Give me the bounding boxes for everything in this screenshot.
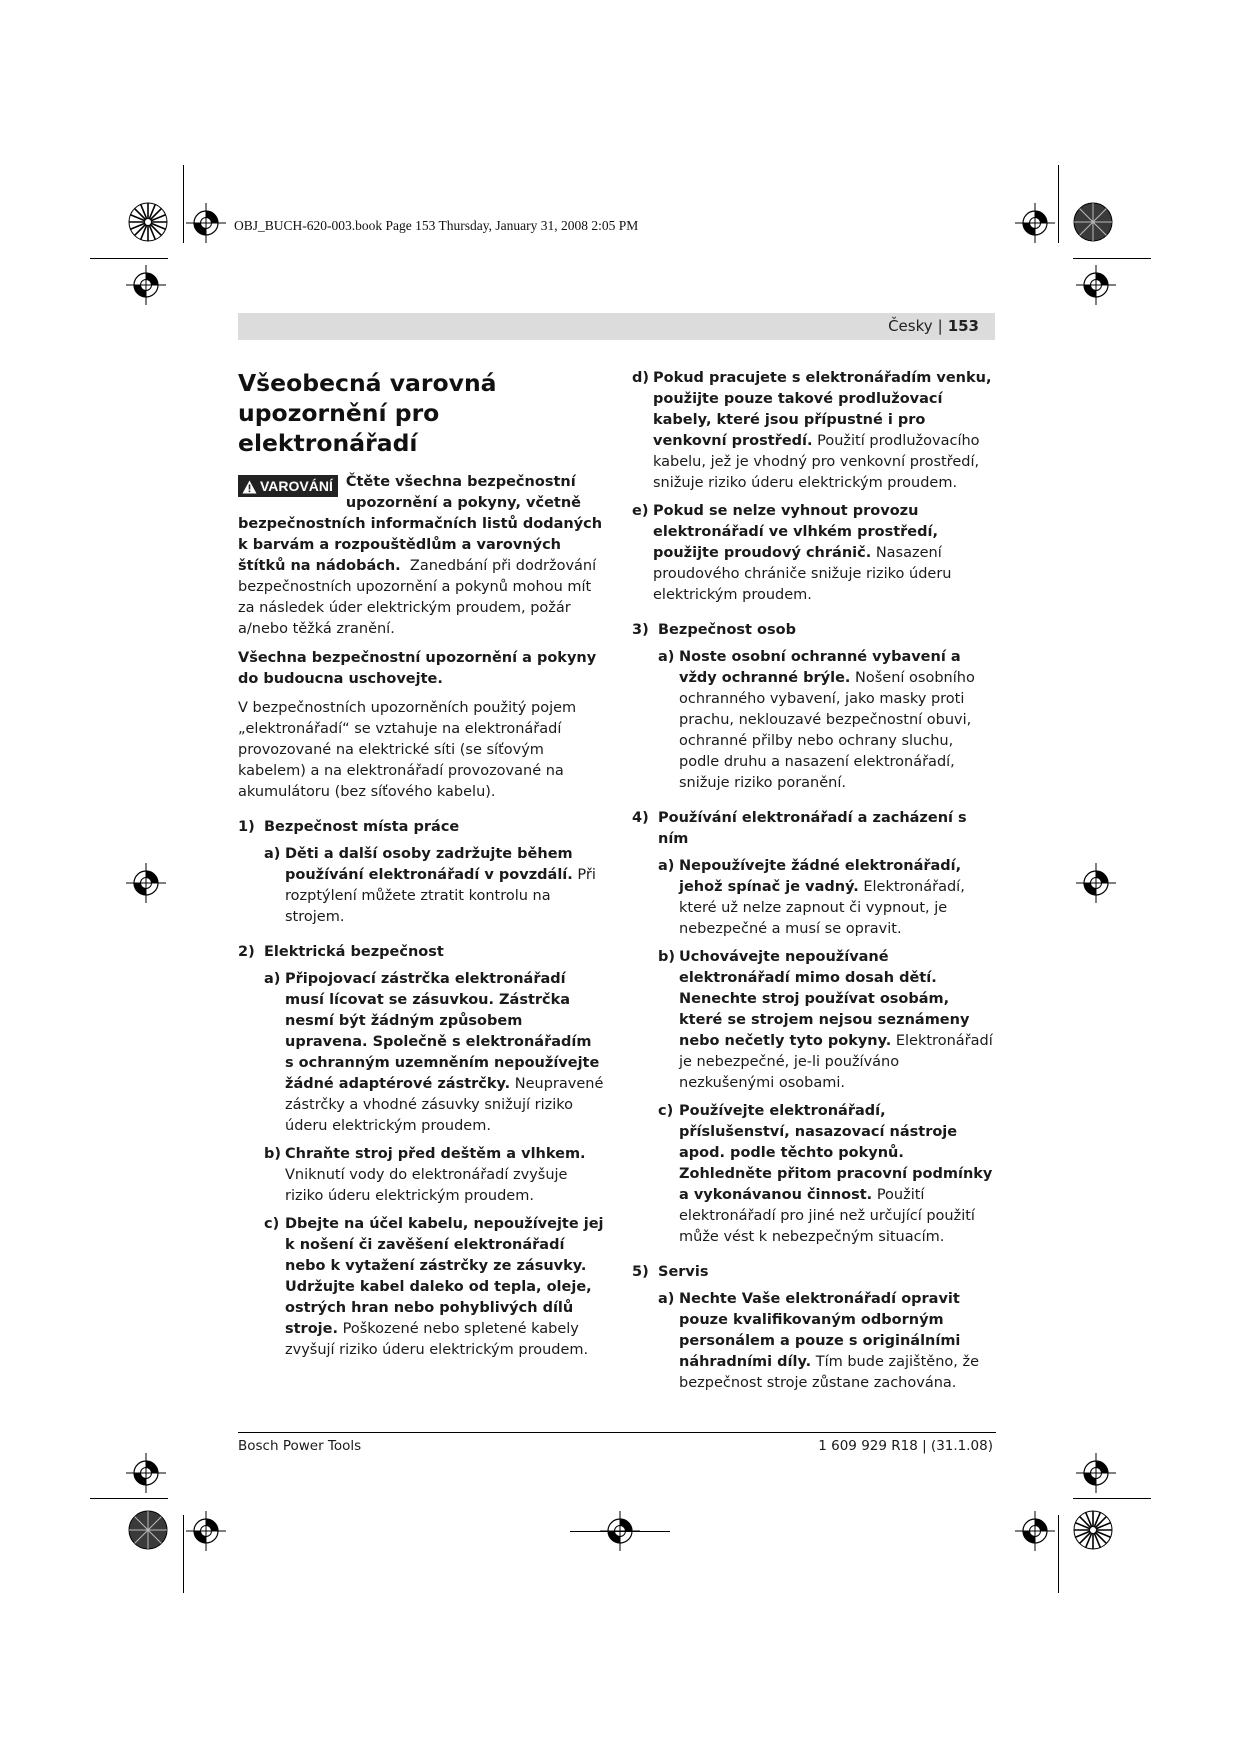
section-heading: 3) Bezpečnost osob [632, 622, 796, 638]
crop-line [1058, 1515, 1059, 1593]
crop-line [1058, 165, 1059, 243]
crop-line [1073, 1498, 1151, 1499]
list-item: a) Nepoužívejte žádné elektronářadí, jehož spínač je vadný. Elektronářadí, které už nelze zapnout či vypnout, je nebezpečné a musí se opravit. [658, 858, 965, 937]
section-heading: 5) Servis [632, 1264, 709, 1280]
right-column [632, 368, 997, 1401]
footer-brand: Bosch Power Tools [238, 1438, 362, 1454]
warning-badge [238, 475, 338, 497]
registration-mark-icon [1073, 262, 1119, 308]
list-item: d) Pokud pracujete s elektronářadím venku, použijte pouze takové prodlužovací kabely, které jsou přípustné i pro venkovní prostředí. Použití prodlužovacího kabelu, jež je vhodný pro venkovní prostředí, snižuje riziko úderu elektrickým proudem. [632, 370, 992, 491]
footer-doc-number: 1 609 929 R18 | (31.1.08) [818, 1438, 993, 1454]
registration-mark-icon [183, 1508, 229, 1554]
header-text: Česky | 153 [888, 317, 979, 335]
star-target-icon [128, 202, 168, 242]
crop-line [90, 258, 168, 259]
left-column [238, 368, 605, 1368]
page-title: Všeobecná varovná upozornění pro elektronářadí [238, 369, 497, 457]
section-heading: 2) Elektrická bezpečnost [238, 944, 444, 960]
header-language: Česky [888, 317, 933, 335]
registration-mark-icon [123, 262, 169, 308]
warning-text: Zanedbání při dodržování bezpečnostních upozornění a pokynů mohou mít za následek úder elektrickým proudem, požár a/nebo těžká zranění. [238, 558, 597, 637]
list-item: a) Děti a další osoby zadržujte během používání elektronářadí v povzdálí. Při rozptýlení můžete ztratit kontrolu na strojem. [264, 846, 596, 925]
print-info: OBJ_BUCH-620-003.book Page 153 Thursday, January 31, 2008 2:05 PM [234, 218, 639, 233]
registration-mark-icon [1073, 1450, 1119, 1496]
star-target-icon [1073, 202, 1113, 242]
registration-mark-icon [123, 860, 169, 906]
list-item: a) Připojovací zástrčka elektronářadí musí lícovat se zásuvkou. Zástrčka nesmí být žádným způsobem upravena. Společně s elektronářadím s ochranným uzemněním nepoužívejte žádné adaptérové zástrčky. Neupravené zástrčky a vhodné zásuvky snižují riziko úderu elektrickým proudem. [264, 971, 604, 1134]
registration-mark-icon [1012, 1508, 1058, 1554]
list-item: b) Uchovávejte nepoužívané elektronářadí mimo dosah dětí. Nenechte stroj používat osobám, které se strojem nejsou seznámeny nebo nečetly tyto pokyny. Elektronářadí je nebezpečné, je-li používáno nezkušenými osobami. [658, 949, 993, 1091]
star-target-icon [1073, 1510, 1113, 1550]
list-item: b) Chraňte stroj před deštěm a vlhkem. Vniknutí vody do elektronářadí zvyšuje riziko úderu elektrickým proudem. [264, 1146, 586, 1204]
warning-paragraph [238, 472, 605, 640]
list-item: c) Dbejte na účel kabelu, nepoužívejte jej k nošení či zavěšení elektronářadí nebo k vytažení zástrčky ze zásuvky. Udržujte kabel daleko od tepla, oleje, ostrých hran nebo pohyblivých dílů stroje. Poškozené nebo spletené kabely zvyšují riziko úderu elektrickým proudem. [264, 1216, 604, 1358]
warning-badge-label: VAROVÁNÍ [260, 478, 333, 494]
crop-line [1073, 258, 1151, 259]
registration-mark-icon [123, 1450, 169, 1496]
footer-divider [238, 1432, 996, 1433]
crop-line [570, 1531, 670, 1532]
definition-paragraph: V bezpečnostních upozorněních použitý pojem „elektronářadí“ se vztahuje na elektronářadí provozované na elektrické síti (se síťovým kabelem) a na elektronářadí provozované na akumulátoru (bez síťového kabelu). [238, 700, 577, 800]
keep-note: Všechna bezpečnostní upozornění a pokyny do budoucna uschovejte. [238, 650, 597, 687]
registration-mark-icon [1073, 860, 1119, 906]
crop-line [90, 1498, 168, 1499]
list-item: e) Pokud se nelze vyhnout provozu elektronářadí ve vlhkém prostředí, použijte proudový chránič. Nasazení proudového chrániče snižuje riziko úderu elektrickým proudem. [632, 503, 952, 603]
list-item: a) Nechte Vaše elektronářadí opravit pouze kvalifikovaným odborným personálem a pouze s originálními náhradními díly. Tím bude zajištěno, že bezpečnost stroje zůstane zachována. [658, 1291, 980, 1391]
section-heading: 4) Používání elektronářadí a zacházení s ním [632, 810, 967, 847]
list-item: a) Noste osobní ochranné vybavení a vždy ochranné brýle. Nošení osobního ochranného vybavení, jako masky proti prachu, neklouzavé bezpečnostní obuvi, ochranné přilby nebo ochrany sluchu, podle druhu a nasazení elektronářadí, snižuje riziko poranění. [658, 649, 975, 791]
warning-triangle-icon [242, 480, 257, 494]
registration-mark-icon [183, 200, 229, 246]
warning-bold: Čtěte všechna bezpečnostní upozornění a pokyny, včetně bezpečnostních informačních listů dodaných k barvám a rozpouštědlům a varovných štítků na nádobách. [238, 474, 603, 574]
section-heading: 1) Bezpečnost místa práce [238, 819, 460, 835]
page-header [238, 313, 995, 340]
registration-mark-icon [1012, 200, 1058, 246]
list-item: c) Používejte elektronářadí, příslušenství, nasazovací nástroje apod. podle těchto pokynů. Zohledněte přitom pracovní podmínky a vykonávanou činnost. Použití elektronářadí pro jiné než určující použití může vést k nebezpečným situacím. [658, 1103, 993, 1245]
star-target-icon [128, 1510, 168, 1550]
page-number: 153 [947, 317, 979, 335]
